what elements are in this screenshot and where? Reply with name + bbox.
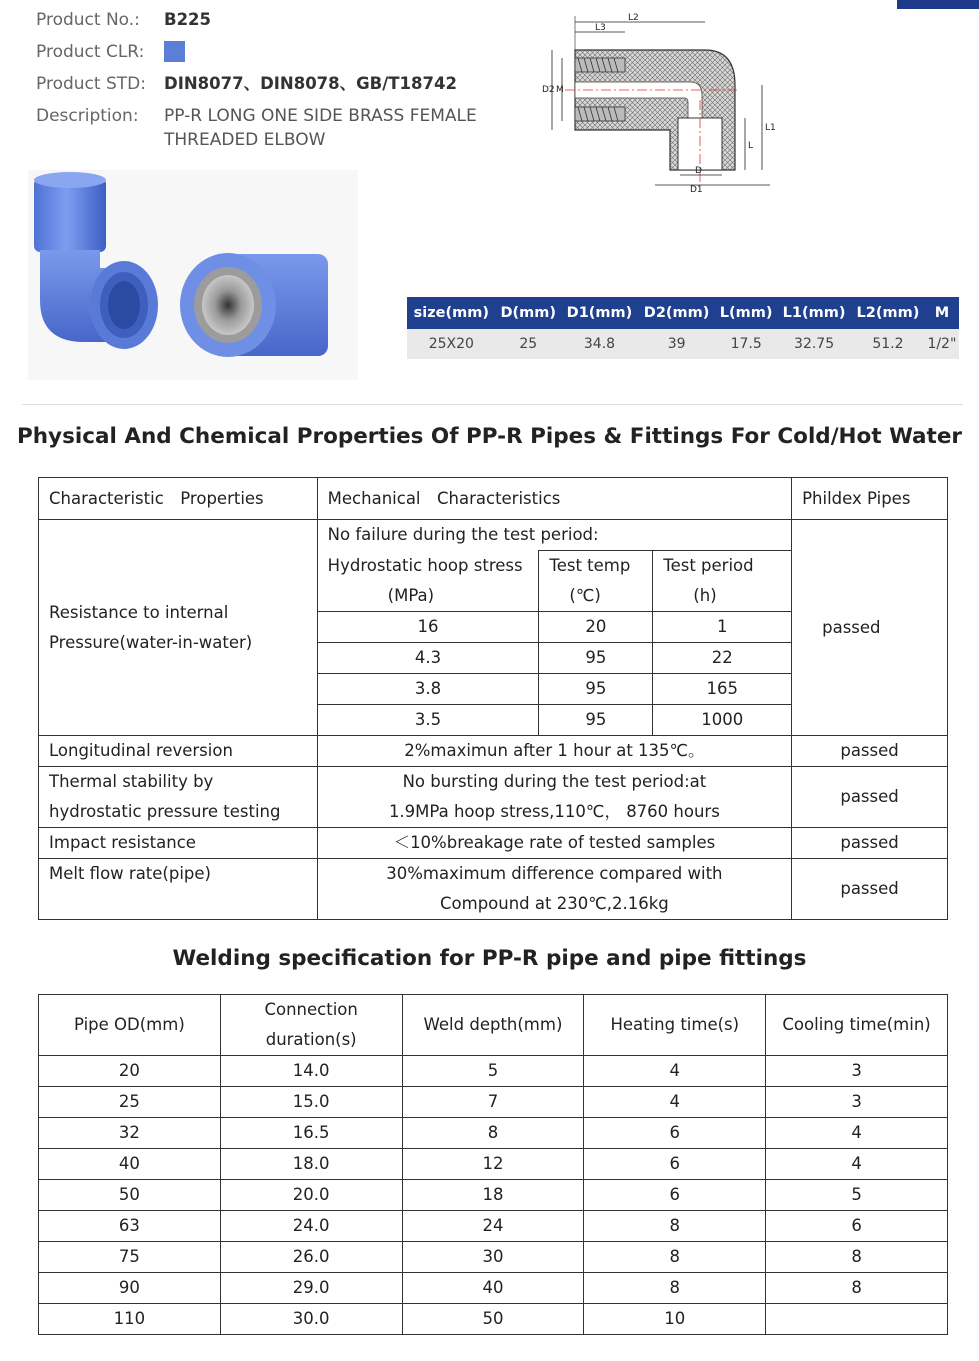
corner-accent-bar (897, 0, 979, 9)
technical-drawing (540, 10, 780, 192)
size-table-row (407, 329, 959, 359)
product-std-value: DIN8077、DIN8078、GB/T18742 (164, 74, 457, 93)
welding-cell: 3 (766, 1087, 948, 1118)
cell-period: 1 (653, 612, 792, 643)
welding-row (39, 1149, 948, 1180)
welding-cell: 8 (584, 1211, 766, 1242)
size-value-cell: 25 (496, 329, 561, 359)
size-value-cell: 1/2" (925, 329, 959, 359)
melt-name: Melt flow rate(pipe) (39, 859, 318, 920)
size-header-cell: L(mm) (715, 297, 777, 329)
longitudinal-desc: 2%maximun after 1 hour at 135℃。 (317, 736, 791, 767)
product-clr-row (36, 40, 506, 64)
welding-cell: 6 (584, 1118, 766, 1149)
product-clr-label: Product CLR: (36, 42, 145, 62)
melt-desc-line-2: Compound at 230℃,2.16kg (440, 894, 669, 913)
welding-cell: 6 (584, 1180, 766, 1211)
product-info (36, 8, 506, 160)
size-header-cell: D(mm) (496, 297, 561, 329)
welding-cell: 8 (402, 1118, 584, 1149)
cell-hoop: 4.3 (317, 643, 539, 674)
welding-cell: 6 (584, 1149, 766, 1180)
welding-cell: 5 (402, 1056, 584, 1087)
thermal-desc (317, 767, 791, 828)
size-value-cell: 17.5 (715, 329, 777, 359)
color-swatch (164, 41, 185, 62)
resistance-note: No failure during the test period: (317, 520, 791, 551)
desc-line-1: PP-R LONG ONE SIDE BRASS FEMALE (164, 106, 477, 126)
properties-table (38, 477, 948, 920)
cell-period: 1000 (653, 705, 792, 736)
welding-cell: 18.0 (220, 1149, 402, 1180)
impact-name: Impact resistance (39, 828, 318, 859)
welding-row (39, 1242, 948, 1273)
header-mechanical: Mechanical Characteristics (317, 478, 791, 520)
dim-label-d1: D1 (690, 185, 703, 192)
cell-temp: 95 (539, 643, 653, 674)
welding-cell: 90 (39, 1273, 221, 1304)
cell-period: 22 (653, 643, 792, 674)
desc-line-2: THREADED ELBOW (164, 130, 326, 150)
size-value-cell: 51.2 (851, 329, 925, 359)
welding-row (39, 1273, 948, 1304)
header-phildex: Phildex Pipes (792, 478, 948, 520)
size-value-cell: 39 (638, 329, 715, 359)
cell-hoop: 16 (317, 612, 539, 643)
dim-label-l1: L1 (765, 123, 776, 133)
longitudinal-result: passed (792, 736, 948, 767)
welding-cell: 24 (402, 1211, 584, 1242)
size-header-cell: D2(mm) (638, 297, 715, 329)
welding-cell: 20.0 (220, 1180, 402, 1211)
resistance-result: passed (792, 520, 948, 736)
welding-cell: 29.0 (220, 1273, 402, 1304)
welding-row (39, 1056, 948, 1087)
header-pipe-od: Pipe OD(mm) (39, 995, 221, 1056)
size-value-cell: 34.8 (561, 329, 638, 359)
welding-cell: 26.0 (220, 1242, 402, 1273)
dim-label-m: M (556, 85, 564, 95)
welding-cell: 30 (402, 1242, 584, 1273)
welding-cell: 75 (39, 1242, 221, 1273)
col-hoop-stress-line-1: Hydrostatic hoop stress (327, 555, 523, 575)
welding-cell: 16.5 (220, 1118, 402, 1149)
product-desc-row (36, 104, 506, 152)
welding-cell: 14.0 (220, 1056, 402, 1087)
welding-cell: 50 (39, 1180, 221, 1211)
product-std-label: Product STD: (36, 74, 146, 94)
cell-hoop: 3.8 (317, 674, 539, 705)
welding-cell: 8 (584, 1273, 766, 1304)
product-photo (28, 170, 358, 380)
welding-cell: 24.0 (220, 1211, 402, 1242)
welding-row (39, 1180, 948, 1211)
impact-result: passed (792, 828, 948, 859)
col-test-temp-line-1: Test temp (549, 556, 631, 575)
welding-cell: 8 (584, 1242, 766, 1273)
properties-title: Physical And Chemical Properties Of PP-R Pipes & Fittings For Cold/Hot Water (16, 424, 962, 449)
welding-cell: 12 (402, 1149, 584, 1180)
col-test-period (653, 551, 792, 612)
product-no-value: B225 (164, 10, 212, 29)
product-no-label: Product No.: (36, 10, 140, 30)
welding-table (38, 994, 948, 1335)
col-test-temp (539, 551, 653, 612)
resistance-name-line-2: Pressure(water-in-water) (49, 632, 253, 652)
dim-label-l: L (748, 141, 754, 151)
size-header-cell: L1(mm) (777, 297, 851, 329)
welding-cell: 6 (766, 1211, 948, 1242)
welding-cell: 30.0 (220, 1304, 402, 1335)
product-std-row (36, 72, 506, 96)
product-desc-value (164, 104, 477, 152)
welding-cell: 5 (766, 1180, 948, 1211)
welding-cell: 4 (584, 1056, 766, 1087)
col-hoop-stress (317, 551, 539, 612)
welding-cell (766, 1304, 948, 1335)
thermal-row (39, 767, 948, 828)
col-hoop-stress-line-2: (MPa) (387, 585, 435, 605)
welding-cell: 32 (39, 1118, 221, 1149)
welding-cell: 3 (766, 1056, 948, 1087)
header-connection-line-1: Connection (264, 1000, 358, 1019)
header-connection-duration (220, 995, 402, 1056)
welding-cell: 4 (766, 1118, 948, 1149)
welding-cell: 40 (39, 1149, 221, 1180)
col-test-temp-line-2: (℃) (569, 586, 601, 605)
dim-label-d: D (695, 166, 702, 176)
welding-cell: 7 (402, 1087, 584, 1118)
longitudinal-row (39, 736, 948, 767)
header-characteristic: Characteristic Properties (39, 478, 318, 520)
cell-hoop: 3.5 (317, 705, 539, 736)
welding-cell: 15.0 (220, 1087, 402, 1118)
welding-cell: 63 (39, 1211, 221, 1242)
product-desc-label: Description: (36, 106, 139, 126)
col-test-period-line-1: Test period (663, 556, 754, 575)
welding-cell: 20 (39, 1056, 221, 1087)
impact-row (39, 828, 948, 859)
size-header-cell: M (925, 297, 959, 329)
cell-period: 165 (653, 674, 792, 705)
welding-cell: 8 (766, 1242, 948, 1273)
impact-desc: ＜10%breakage rate of tested samples (317, 828, 791, 859)
thermal-desc-line-2: 1.9MPa hoop stress,110℃， 8760 hours (388, 802, 720, 821)
longitudinal-name: Longitudinal reversion (39, 736, 318, 767)
header-cooling-time: Cooling time(min) (766, 995, 948, 1056)
melt-row (39, 859, 948, 920)
resistance-name (39, 520, 318, 736)
melt-desc-line-1: 30%maximum difference compared with (386, 864, 723, 883)
welding-cell: 4 (766, 1149, 948, 1180)
welding-header-row (39, 995, 948, 1056)
cell-temp: 95 (539, 705, 653, 736)
resistance-name-line-1: Resistance to internal (49, 602, 229, 622)
thermal-name-line-2: hydrostatic pressure testing (49, 802, 281, 821)
header-weld-depth: Weld depth(mm) (402, 995, 584, 1056)
divider (22, 404, 963, 405)
welding-cell: 25 (39, 1087, 221, 1118)
cell-temp: 95 (539, 674, 653, 705)
dim-label-d2: D2 (542, 85, 555, 95)
thermal-name (39, 767, 318, 828)
size-header-cell: size(mm) (407, 297, 496, 329)
product-no-row (36, 8, 506, 32)
welding-row (39, 1087, 948, 1118)
dim-label-l3: L3 (595, 23, 606, 33)
size-value-cell: 32.75 (777, 329, 851, 359)
welding-row (39, 1304, 948, 1335)
header-connection-line-2: duration(s) (265, 1030, 357, 1049)
thermal-name-line-1: Thermal stability by (49, 772, 214, 791)
size-header-cell: L2(mm) (851, 297, 925, 329)
welding-row (39, 1118, 948, 1149)
cell-temp: 20 (539, 612, 653, 643)
welding-row (39, 1211, 948, 1242)
welding-cell: 4 (584, 1087, 766, 1118)
welding-cell: 110 (39, 1304, 221, 1335)
header-heating-time: Heating time(s) (584, 995, 766, 1056)
welding-cell: 10 (584, 1304, 766, 1335)
dim-label-l2: L2 (628, 13, 639, 23)
welding-title: Welding specification for PP-R pipe and pipe fittings (172, 946, 807, 971)
col-test-period-line-2: (h) (693, 586, 717, 605)
size-table (407, 297, 959, 359)
thermal-desc-line-1: No bursting during the test period:at (402, 772, 707, 791)
welding-cell: 50 (402, 1304, 584, 1335)
melt-desc (317, 859, 791, 920)
melt-result: passed (792, 859, 948, 920)
thermal-result: passed (792, 767, 948, 828)
welding-cell: 18 (402, 1180, 584, 1211)
size-table-header (407, 297, 959, 329)
size-value-cell: 25X20 (407, 329, 496, 359)
welding-cell: 8 (766, 1273, 948, 1304)
size-header-cell: D1(mm) (561, 297, 638, 329)
welding-cell: 40 (402, 1273, 584, 1304)
